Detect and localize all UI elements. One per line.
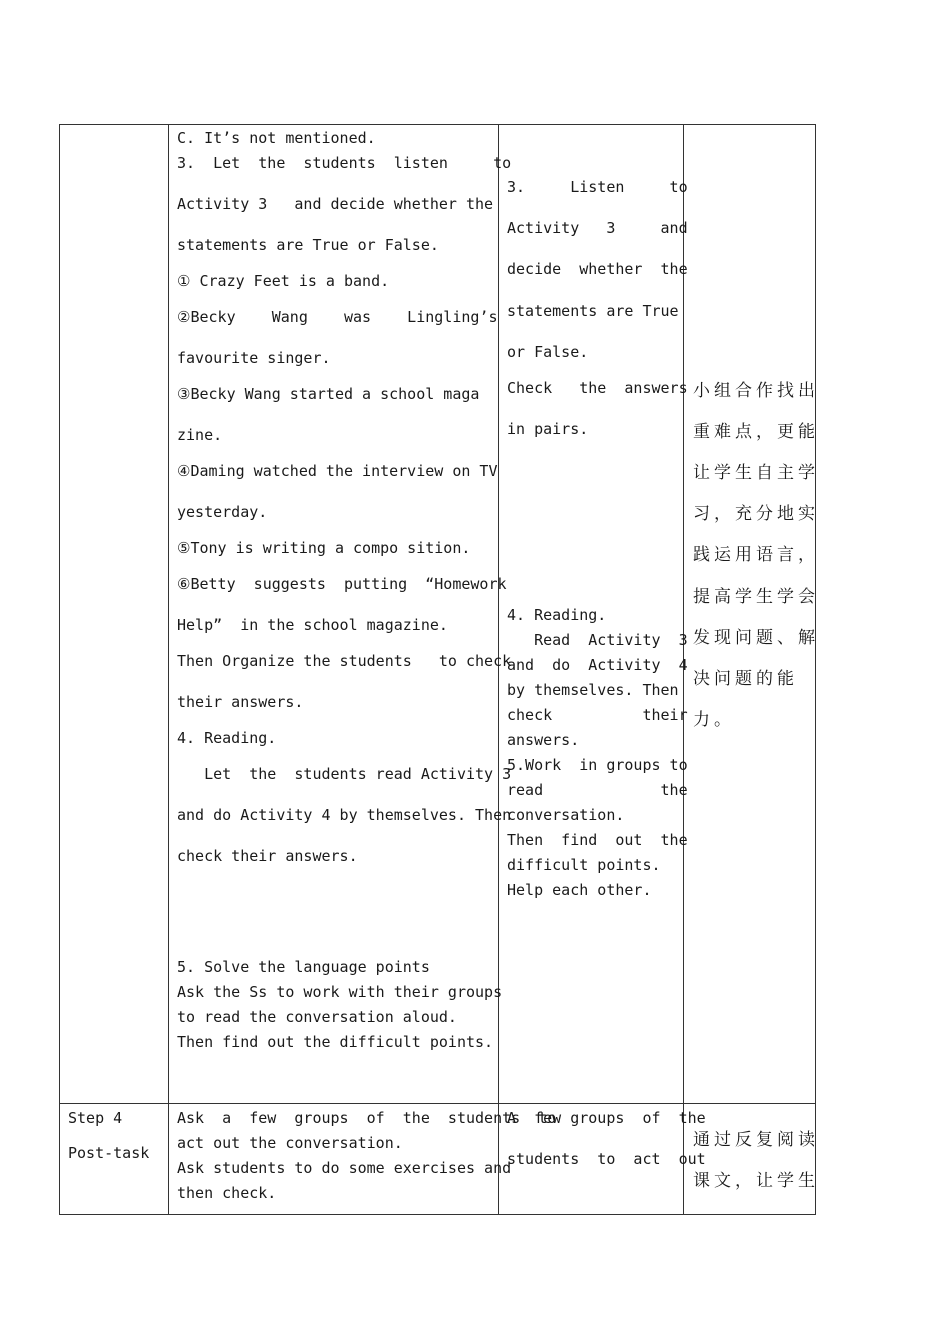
text-line: yesterday. xyxy=(177,503,268,521)
text-line: zine. xyxy=(177,426,223,444)
text-line: or False. xyxy=(507,343,589,361)
text-line: Ask the Ss to work with their groups xyxy=(177,983,503,1001)
text-line: 习，充分地实 xyxy=(693,504,819,524)
text-line: 让学生自主学 xyxy=(693,463,819,483)
text-line: 5. Solve the language points xyxy=(177,958,430,976)
text-line: 力。 xyxy=(693,710,735,730)
text-line: Activity 3 and xyxy=(507,219,688,237)
text-line: 决问题的能 xyxy=(693,669,798,689)
text-line: Help each other. xyxy=(507,881,652,899)
text-line: 发现问题、解 xyxy=(693,628,819,648)
table-right-border xyxy=(815,124,816,1215)
text-line: ① Crazy Feet is a band. xyxy=(177,272,390,290)
text-line: ④Daming watched the interview on TV xyxy=(177,462,498,480)
table-bottom-border xyxy=(59,1214,816,1215)
text-line: 3. Let the students listen to xyxy=(177,154,512,172)
text-line: read the xyxy=(507,781,688,799)
text-line: students to act out xyxy=(507,1150,706,1168)
text-line: 重难点，更能 xyxy=(693,422,819,442)
text-line: Ask students to do some exercises and xyxy=(177,1159,512,1177)
text-line: 5.Work in groups to xyxy=(507,756,688,774)
text-line: A few groups of the xyxy=(507,1109,706,1127)
text-line: Then Organize the students to check xyxy=(177,652,512,670)
text-line: Ask a few groups of the students to xyxy=(177,1109,557,1127)
text-line: Then find out the xyxy=(507,831,688,849)
text-line: by themselves. Then xyxy=(507,681,679,699)
text-line: decide whether the xyxy=(507,260,688,278)
text-line: act out the conversation. xyxy=(177,1134,403,1152)
text-line: Activity 3 and decide whether the xyxy=(177,195,494,213)
text-line: then check. xyxy=(177,1184,277,1202)
text-line: Then find out the difficult points. xyxy=(177,1033,494,1051)
row-divider xyxy=(59,1103,816,1104)
step-name: Post-task xyxy=(68,1144,150,1162)
text-line: their answers. xyxy=(177,693,304,711)
text-line: 4. Reading. xyxy=(507,606,607,624)
text-line: Let the students read Activity 3 xyxy=(177,765,512,783)
text-line: answers. xyxy=(507,731,580,749)
table-top-border xyxy=(59,124,816,125)
text-line: 通过反复阅读 xyxy=(693,1130,819,1150)
text-line: 课文，让学生 xyxy=(693,1171,819,1191)
text-line: and do Activity 4 by themselves. Then xyxy=(177,806,512,824)
text-line: favourite singer. xyxy=(177,349,331,367)
text-line: 提高学生学会 xyxy=(693,587,819,607)
table-left-border xyxy=(59,124,60,1215)
step-number: Step 4 xyxy=(68,1109,123,1127)
text-line: statements are True or False. xyxy=(177,236,439,254)
text-line: and do Activity 4 xyxy=(507,656,688,674)
text-line: ⑤Tony is writing a compo sition. xyxy=(177,539,471,557)
text-line: 4. Reading. xyxy=(177,729,277,747)
text-line: check their xyxy=(507,706,688,724)
text-line: 小组合作找出 xyxy=(693,381,819,401)
text-line: check their answers. xyxy=(177,847,358,865)
text-line: ⑥Betty suggests putting “Homework xyxy=(177,575,507,593)
text-line: conversation. xyxy=(507,806,625,824)
text-line: C. It’s not mentioned. xyxy=(177,129,376,147)
text-line: 践运用语言， xyxy=(693,545,819,565)
text-line: ②Becky Wang was Lingling’s xyxy=(177,308,498,326)
text-line: difficult points. xyxy=(507,856,661,874)
row2-step-label xyxy=(68,0,150,1162)
text-line: ③Becky Wang started a school maga xyxy=(177,385,480,403)
column-divider-1 xyxy=(168,124,169,1215)
text-line: statements are True xyxy=(507,302,679,320)
text-line: to read the conversation aloud. xyxy=(177,1008,457,1026)
text-line: in pairs. xyxy=(507,420,589,438)
text-line: Read Activity 3 xyxy=(507,631,688,649)
text-line: Check the answers xyxy=(507,379,688,397)
text-line: Help” in the school magazine. xyxy=(177,616,448,634)
text-line: 3. Listen to xyxy=(507,178,688,196)
